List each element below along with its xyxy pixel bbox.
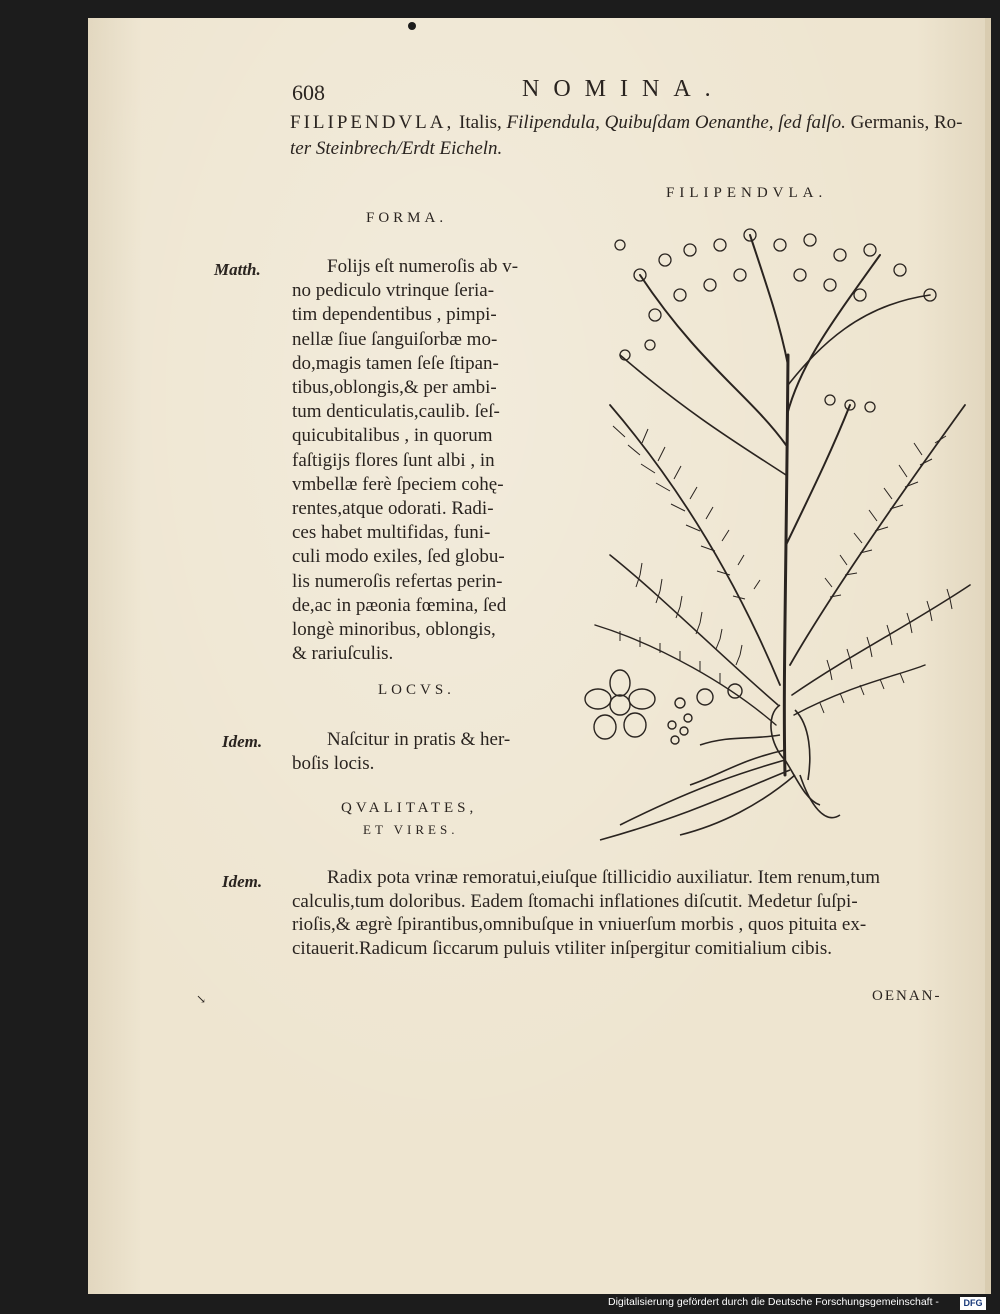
leaf-rachis (790, 405, 965, 665)
stem-branch (787, 255, 880, 415)
page-number: 608 (292, 80, 325, 105)
main-stem (784, 355, 788, 775)
text-line: tibus,oblongis,& per ambi- (292, 377, 497, 399)
flower-detail (585, 670, 742, 744)
stem-branch (788, 295, 930, 385)
text-line: no pediculo vtrinque ſeria- (292, 280, 495, 302)
locus-text (292, 728, 552, 776)
qualitates-text (292, 866, 982, 960)
text-line: calculis,tum doloribus. Eadem ſtomachi inflationes diſcutit. Medetur ſuſpi- (292, 890, 858, 912)
dfg-logo: DFG (960, 1297, 986, 1310)
text-line: culi modo exiles, ſed globu- (292, 546, 505, 568)
text-line: boſis locis. (292, 753, 375, 775)
section-heading-et-vires: ET VIRES. (363, 822, 459, 837)
section-heading-qualitates: QVALITATES, (341, 800, 478, 816)
forma-text (292, 255, 552, 666)
leaf-rachis (610, 555, 778, 705)
text-line: & rariuſculis. (292, 643, 394, 665)
leaf-rachis (595, 625, 776, 725)
text-line: faſtigijs flores ſunt albi , in (292, 449, 495, 471)
section-heading-forma: FORMA. (366, 210, 448, 226)
text-line: Naſcitur in pratis & her- (327, 729, 511, 750)
text-line: longè minoribus, oblongis, (292, 619, 496, 641)
stem-branch (750, 235, 788, 365)
leaf-rachis (792, 585, 970, 695)
stem-branch (786, 405, 850, 545)
text-line: lis numeroſis refertas perin- (292, 570, 503, 592)
marginal-note-idem: Idem. (222, 872, 263, 891)
italian-names: Filipendula, Quibuſdam Oenanthe, ſed falſo. (506, 112, 846, 133)
marginal-note-idem: Idem. (222, 732, 263, 751)
printer-mark: ↘ (196, 992, 207, 1006)
leaf-rachis (610, 405, 780, 685)
text-line: nellæ ſiue ſanguiſorbæ mo- (292, 328, 498, 350)
german-names-start: Ro- (933, 112, 963, 133)
footer-credit: Digitalisierung gefördert durch die Deutsche Forschungsgemeinschaft - (608, 1296, 939, 1308)
binding-mark (408, 22, 416, 30)
text-line: de,ac in pæonia fœmina, ſed (292, 594, 507, 616)
page-edge (985, 18, 991, 1294)
text-line: rioſis,& ægrè ſpirantibus,omnibuſque in vniuerſum morbis , quos pituita ex- (292, 914, 867, 935)
catchword: OENAN- (872, 988, 942, 1004)
marginal-note-matth: Matth. (214, 260, 261, 279)
stem-branch (640, 275, 786, 445)
text-line: vmbellæ ferè ſpeciem cohę- (292, 473, 504, 495)
text-line: citauerit.Radicum ſiccarum puluis vtiliter inſpergitur comitialium cibis. (292, 937, 832, 959)
text-line: Folijs eſt numeroſis ab v- (327, 256, 519, 277)
germanis-label: Germanis, (850, 112, 930, 133)
section-heading-locus: LOCVS. (378, 682, 455, 698)
german-names-continued: ter Steinbrech/Erdt Eicheln. (290, 138, 503, 159)
plant-name-lead: FILIPENDVLA, (290, 112, 455, 133)
text-line: rentes,atque odorati. Radi- (292, 498, 494, 520)
text-line: tum denticulatis,caulib. ſeſ- (292, 401, 500, 423)
text-line: Radix pota vrinæ remoratui,eiuſque ſtillicidio auxiliatur. Item renum,tum (327, 867, 880, 888)
text-line: quicubitalibus , in quorum (292, 425, 493, 447)
names-line-1 (290, 112, 962, 134)
leaf-rachis (794, 665, 925, 715)
text-line: do,magis tamen ſeſe ſtipan- (292, 352, 499, 374)
figure-caption: FILIPENDVLA. (666, 185, 828, 201)
text-line: tim dependentibus , pimpi- (292, 304, 497, 326)
plant-woodcut-illustration (580, 215, 980, 850)
root (600, 705, 840, 840)
running-title: NOMINA. (522, 76, 725, 102)
text-line: ces habet multifidas, funi- (292, 522, 491, 544)
italis-label: Italis, (459, 112, 502, 133)
